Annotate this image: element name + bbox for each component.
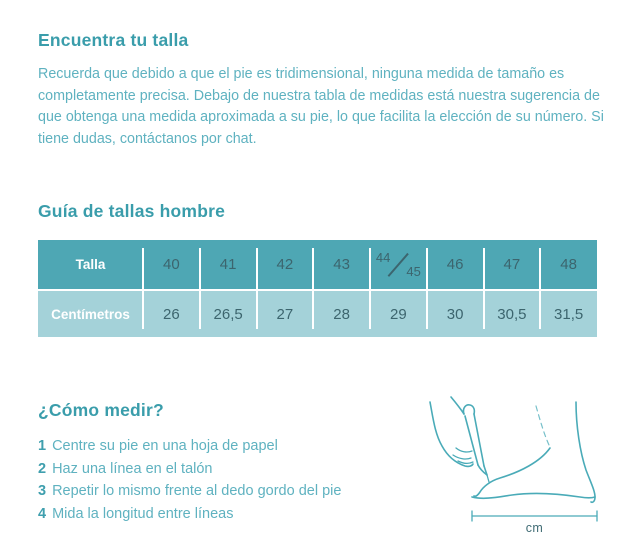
measure-step xyxy=(38,480,408,503)
size-table-cell: 47 xyxy=(503,256,521,274)
size-table-cell: 30,5 xyxy=(497,305,527,323)
fraction-bottom: 45 xyxy=(406,264,421,280)
size-table-cell: 27 xyxy=(276,305,294,323)
size-guide-section xyxy=(38,201,605,337)
fraction-top: 44 xyxy=(375,250,391,266)
table-column-divider xyxy=(539,248,541,329)
measurement-line xyxy=(472,511,597,521)
find-size-description: Recuerda que debido a que el pie es tridimensional, ninguna medida de tamaño es completamente precisa. Debajo de nuestra tabla de medidas está nuestra sugerencia de que obtenga una medida aproximada a su pie, lo que facilita la elección de su número. Si tiene dudas, contáctanos por chat. xyxy=(38,66,604,147)
table-column-divider xyxy=(312,248,314,329)
size-table-cell: 26,5 xyxy=(213,305,243,323)
size-table-cell: 48 xyxy=(560,256,577,274)
size-table-row-label: Centímetros xyxy=(51,306,130,322)
size-table-cell: 30 xyxy=(446,305,464,323)
measure-step xyxy=(38,503,408,526)
step-text: Centre su pie en una hoja de papel xyxy=(52,438,278,455)
size-table-cell: 29 xyxy=(390,305,407,323)
measure-step xyxy=(38,458,408,481)
step-text: Repetir lo mismo frente al dedo gordo del pie xyxy=(52,483,342,500)
size-table-cell: 46 xyxy=(446,256,464,274)
find-size-title: Encuentra tu talla xyxy=(38,30,189,50)
size-guide-title: Guía de tallas hombre xyxy=(38,201,226,222)
foot-pencil-measuring-illustration xyxy=(408,390,608,540)
size-table-cell: 40 xyxy=(163,256,180,274)
size-table-cell: 28 xyxy=(333,305,350,323)
measure-steps-list xyxy=(38,435,408,525)
size-table-cell xyxy=(370,250,427,280)
table-column-divider xyxy=(483,248,485,329)
size-table xyxy=(38,240,597,337)
table-column-divider xyxy=(369,248,371,329)
step-number: 4 xyxy=(38,505,47,522)
how-to-measure-title: ¿Cómo medir? xyxy=(38,400,164,421)
step-number: 2 xyxy=(38,460,47,477)
how-to-measure-steps-column xyxy=(38,400,408,525)
size-table-cell: 31,5 xyxy=(554,305,584,323)
measure-step xyxy=(38,435,408,458)
table-column-divider xyxy=(426,248,428,329)
size-table-cell: 41 xyxy=(219,256,237,274)
size-table-row-label: Talla xyxy=(75,257,106,273)
table-column-divider xyxy=(142,248,144,329)
cm-unit-label: cm xyxy=(525,521,544,536)
table-column-divider xyxy=(256,248,258,329)
step-number: 3 xyxy=(38,483,47,500)
size-table-row-talla xyxy=(38,240,597,289)
foot-measuring-drawing-icon xyxy=(408,390,608,540)
size-table-cell: 42 xyxy=(276,256,294,274)
step-text: Mida la longitud entre líneas xyxy=(52,505,234,522)
size-table-cell: 43 xyxy=(333,256,350,274)
step-text: Haz una línea en el talón xyxy=(52,460,213,477)
step-number: 1 xyxy=(38,438,47,455)
how-to-measure-section xyxy=(38,400,605,540)
find-size-section xyxy=(38,30,605,150)
size-table-row-centimetros xyxy=(38,289,597,337)
size-table-cell: 26 xyxy=(163,305,180,323)
table-column-divider xyxy=(199,248,201,329)
